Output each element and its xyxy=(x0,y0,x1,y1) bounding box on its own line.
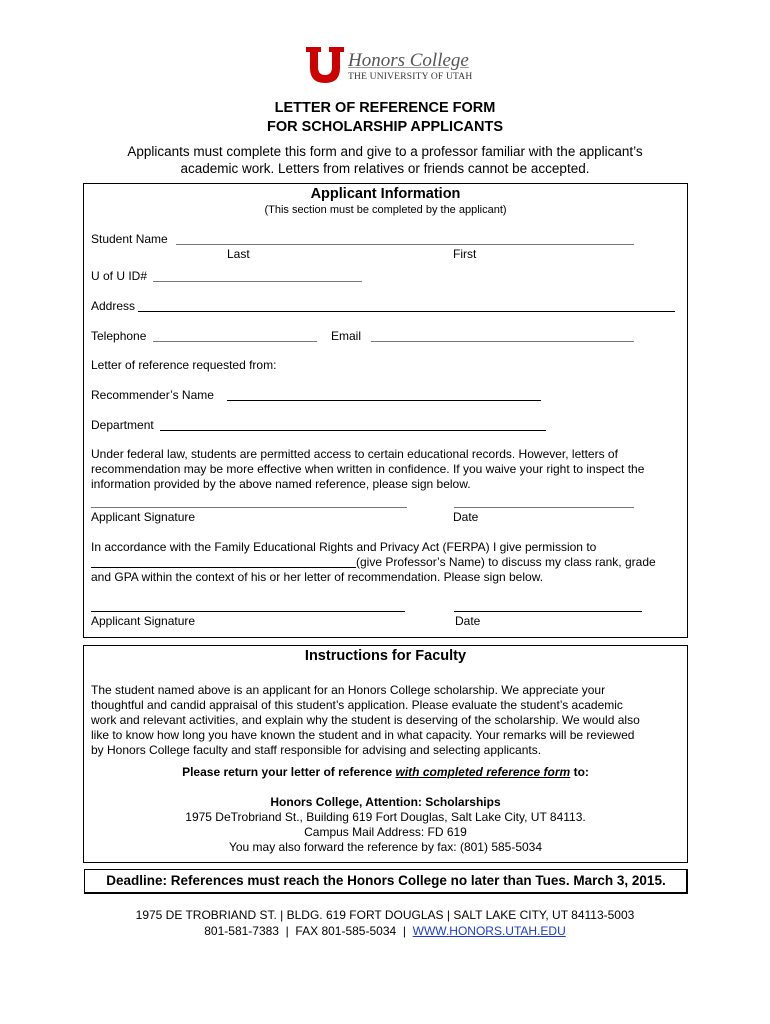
form-title-line1: LETTER OF REFERENCE FORM xyxy=(274,100,496,116)
faculty-para-line5: by Honors College faculty and staff responsible for advising and selecting applicants. xyxy=(91,743,542,757)
waiver-text-line1: Under federal law, students are permitted access to certain educational records. However, letters of xyxy=(91,447,618,461)
email-field[interactable] xyxy=(371,341,634,342)
applicant-information-heading: Applicant Information xyxy=(310,186,461,202)
student-name-label: Student Name xyxy=(91,232,168,246)
mailing-address-line4: You may also forward the reference by fax: (801) 585-5034 xyxy=(228,840,543,854)
mailing-address-line2: 1975 DeTrobriand St., Building 619 Fort Douglas, Salt Lake City, UT 84113. xyxy=(185,810,586,824)
mailing-address-line1: Honors College, Attention: Scholarships xyxy=(270,795,501,809)
return-instruction xyxy=(83,765,688,780)
faculty-para-line2: thoughtful and candid appraisal of this student’s application. Please evaluate the student’s academic xyxy=(91,698,623,712)
telephone-field[interactable] xyxy=(153,341,317,342)
faculty-para-line3: work and relevant activities, and explain why the student is deserving of the scholarship. We would also xyxy=(91,713,640,727)
waiver-signature-field[interactable] xyxy=(91,507,407,508)
department-field[interactable] xyxy=(160,430,546,431)
ferpa-signature-label: Applicant Signature xyxy=(91,614,196,628)
first-name-label: First xyxy=(453,247,477,261)
intro-line1: Applicants must complete this form and give to a professor familiar with the applicant’s xyxy=(127,144,643,159)
waiver-date-label: Date xyxy=(453,510,479,524)
waiver-signature-label: Applicant Signature xyxy=(91,510,196,524)
ferpa-text-line2: (give Professor’s Name) to discuss my class rank, grade xyxy=(356,555,656,569)
applicant-information-subheading: (This section must be completed by the applicant) xyxy=(264,204,507,216)
recommender-name-label: Recommender’s Name xyxy=(91,388,214,402)
university-name-logo: THE UNIVERSITY OF UTAH xyxy=(348,72,473,82)
professor-name-field[interactable] xyxy=(91,567,356,568)
honors-website-link[interactable]: WWW.HONORS.UTAH.EDU xyxy=(412,924,566,938)
ferpa-text-line1: In accordance with the Family Educational Rights and Privacy Act (FERPA) I give permission to xyxy=(91,540,597,554)
waiver-text-line3: information provided by the above named reference, please sign below. xyxy=(91,477,471,491)
email-label: Email xyxy=(331,329,362,343)
address-label: Address xyxy=(91,299,136,313)
return-instruction-pre: Please return your letter of reference xyxy=(182,765,396,779)
ferpa-date-field[interactable] xyxy=(454,611,642,612)
id-label: U of U ID# xyxy=(91,269,148,283)
footer-phone-fax: 801-581-7383 | FAX 801-585-5034 | xyxy=(204,924,413,938)
ferpa-text-line3: and GPA within the context of his or her letter of recommendation. Please sign below. xyxy=(91,570,544,584)
waiver-date-field[interactable] xyxy=(454,507,634,508)
intro-line2: academic work. Letters from relatives or friends cannot be accepted. xyxy=(180,161,590,176)
faculty-instructions-heading: Instructions for Faculty xyxy=(304,648,467,664)
requested-from-label: Letter of reference requested from: xyxy=(91,358,277,372)
mailing-address-line3: Campus Mail Address: FD 619 xyxy=(304,825,467,839)
footer-contact xyxy=(0,924,770,938)
last-name-label: Last xyxy=(227,247,250,261)
deadline-notice: Deadline: References must reach the Honors College no later than Tues. March 3, 2015. xyxy=(106,873,666,888)
waiver-text-line2: recommendation may be more effective when written in confidence. If you waive your right to inspect the xyxy=(91,462,645,476)
student-name-field[interactable] xyxy=(176,244,634,245)
ferpa-date-label: Date xyxy=(455,614,481,628)
telephone-label: Telephone xyxy=(91,329,147,343)
return-instruction-post: to: xyxy=(570,765,589,779)
form-title-line2: FOR SCHOLARSHIP APPLICANTS xyxy=(266,119,504,135)
footer-address: 1975 DE TROBRIAND ST. | BLDG. 619 FORT DOUGLAS | SALT LAKE CITY, UT 84113-5003 xyxy=(135,908,635,922)
id-field[interactable] xyxy=(153,281,362,282)
department-label: Department xyxy=(91,418,154,432)
faculty-para-line4: like to know how long you have known the student and in what capacity. Your remarks will be reviewed xyxy=(91,728,635,742)
college-name-logo: Honors College xyxy=(348,50,469,71)
recommender-name-field[interactable] xyxy=(227,400,541,401)
faculty-para-line1: The student named above is an applicant for an Honors College scholarship. We appreciate your xyxy=(91,683,606,697)
university-u-logo-icon xyxy=(306,47,344,83)
return-instruction-emphasis: with completed reference form xyxy=(395,765,571,779)
ferpa-signature-field[interactable] xyxy=(91,611,405,612)
address-field[interactable] xyxy=(138,311,675,312)
